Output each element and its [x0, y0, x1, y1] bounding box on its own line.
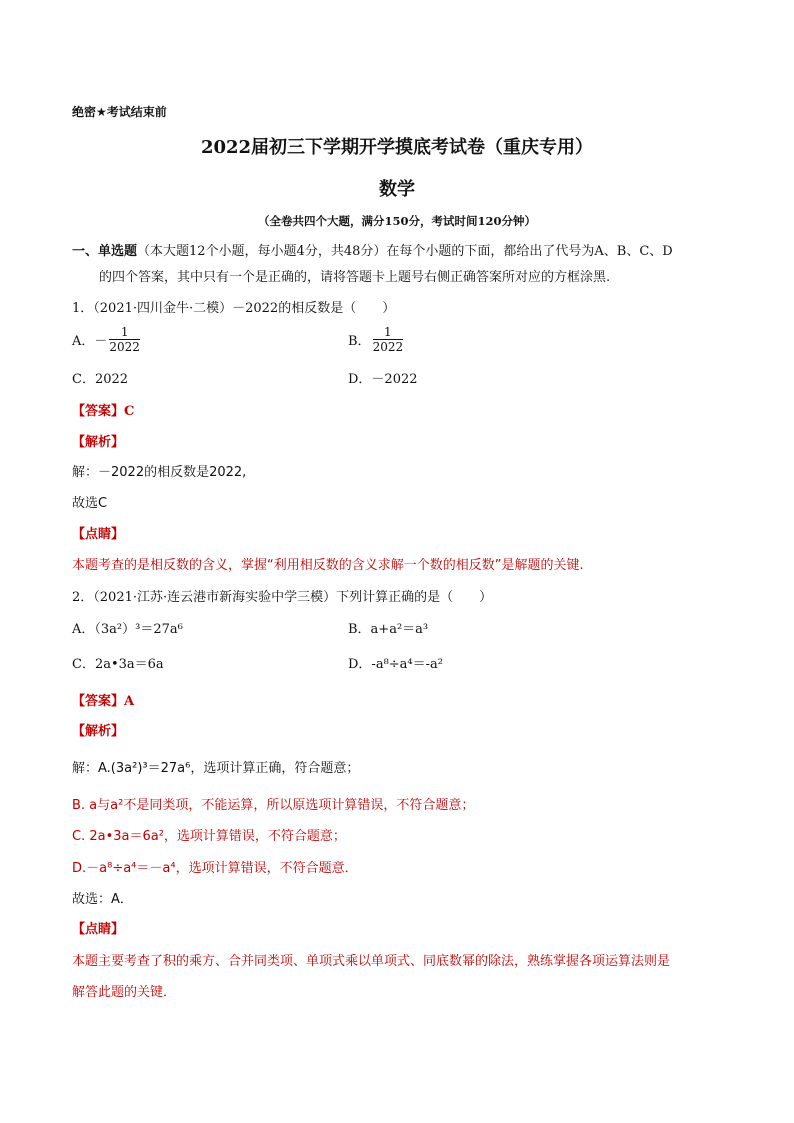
- q1-answer: C: [124, 404, 135, 419]
- q2-option-a: A．（3a²）³＝27a⁶: [72, 622, 183, 637]
- q1-option-a: [72, 325, 142, 354]
- q1-option-b: [348, 325, 405, 354]
- section-instructions-1: （本大题12个小题，每小题4分，共48分）在每个小题的下面，都给出了代号为A、B、C、D: [137, 244, 673, 259]
- q1-option-b-numerator: 1: [384, 325, 392, 339]
- q1-comment: 本题考查的是相反数的含义，掌握“利用相反数的含义求解一个数的相反数”是解题的关键.: [72, 558, 584, 573]
- q1-comment-tag: 【点睛】: [72, 527, 125, 542]
- q1-answer-line: [72, 400, 134, 419]
- confidential-label: 绝密★考试结束前: [72, 105, 167, 119]
- q2-answer-tag: 【答案】: [72, 694, 125, 709]
- q1-option-a-label: A．－: [72, 334, 108, 349]
- q2-answer-line: [72, 690, 134, 709]
- q2-solution-d: D.－a⁸÷a⁴＝－a⁴，选项计算错误，不符合题意．: [72, 861, 358, 876]
- q2-option-d: D．-a⁸÷a⁴＝-a²: [348, 657, 443, 672]
- q1-option-d: D．－2022: [348, 372, 418, 387]
- section-label: 一、单选题: [72, 244, 138, 259]
- q1-solution-line-1: 解：－2022的相反数是2022,: [72, 465, 247, 480]
- q2-analysis-tag: 【解析】: [72, 724, 125, 739]
- q1-option-b-fraction: [373, 325, 404, 354]
- section-instructions-2: 的四个答案，其中只有一个是正确的，请将答题卡上题号右侧正确答案所对应的方框涂黑.: [99, 270, 611, 285]
- q1-option-a-fraction: [109, 325, 140, 354]
- q1-option-a-denominator: 2022: [109, 340, 140, 354]
- q1-analysis-tag: 【解析】: [72, 435, 125, 450]
- q2-solution-c: C. 2a•3a＝6a²，选项计算错误，不符合题意；: [72, 829, 346, 844]
- question-2-stem: 2．（2021·江苏·连云港市新海实验中学三模）下列计算正确的是（ ）: [72, 590, 493, 605]
- question-1-stem: 1．（2021·四川金牛·二模）－2022的相反数是（ ）: [72, 301, 396, 316]
- subject-title: 数学: [379, 179, 415, 200]
- q2-comment-line-1: 本题主要考查了积的乘方、合并同类项、单项式乘以单项式、同底数幂的除法，熟练掌握各项运算法则是: [72, 954, 671, 969]
- q1-answer-tag: 【答案】: [72, 404, 125, 419]
- q2-solution-b: B. a与a²不是同类项，不能运算，所以原选项计算错误，不符合题意；: [72, 798, 475, 813]
- q2-solution-a: 解：A.(3a²)³＝27a⁶，选项计算正确，符合题意；: [72, 761, 360, 776]
- q1-option-c: C．2022: [72, 372, 129, 387]
- q2-solution-end: 故选：A．: [72, 892, 133, 907]
- exam-title: 2022届初三下学期开学摸底考试卷（重庆专用）: [200, 137, 594, 158]
- q1-option-b-denominator: 2022: [372, 340, 404, 354]
- q1-option-a-numerator: 1: [120, 325, 129, 339]
- q1-solution-line-2: 故选C: [72, 496, 108, 511]
- q2-answer: A: [124, 694, 135, 709]
- q2-option-b: B．a+a²＝a³: [348, 622, 429, 637]
- q2-comment-tag: 【点睛】: [72, 922, 125, 937]
- q2-comment-line-2: 解答此题的关键．: [72, 985, 177, 1000]
- exam-info: （全卷共四个大题，满分150分，考试时间120分钟）: [257, 214, 536, 228]
- q2-option-c: C．2a•3a＝6a: [72, 657, 164, 672]
- section-heading: [72, 240, 673, 259]
- q1-option-b-label: B．: [348, 334, 371, 349]
